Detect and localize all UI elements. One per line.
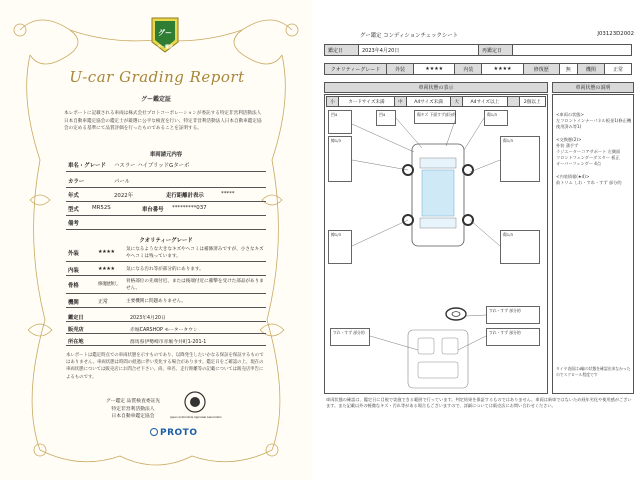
grade-desc: 骨格部位の先端付近、または後端付近に衝撃を受けた部品がありません。 (126, 279, 264, 291)
description-line: ラジエーターコアサポート 左側面 (556, 149, 621, 155)
scale-value: A4サイズ以上 (463, 97, 507, 107)
remarks-label: 備考 (68, 221, 79, 227)
address-row (66, 336, 266, 346)
grade-row-engine (66, 294, 266, 308)
model-row (66, 156, 266, 172)
grade-label: 外装 (68, 251, 79, 257)
proto-wordmark: PROTO (160, 428, 198, 438)
remarks-row (66, 214, 266, 230)
description-line: 前トリム しわ・すれ・すず 部分的 (556, 179, 622, 185)
damage-callout: 凹4 (328, 110, 352, 134)
damage-callout: すれ・すず 部分的 (486, 306, 540, 324)
grade-desc: 主要機関に問題ありません。 (126, 299, 186, 304)
scale-value: カードサイズ未満 (339, 97, 395, 107)
model-value: ハスラー ハイブリッドGターボ (114, 163, 190, 169)
grade-desc: 気になるような大きなキズやヘコミは補修済みですが、小さなキズやヘコミは残っています。 (126, 247, 264, 259)
description-line: <内装情報(★4)> (556, 173, 590, 179)
address-value: 群馬県伊勢崎市赤堀今井町1-201-1 (130, 340, 207, 345)
year-label: 年式 (68, 193, 79, 199)
damage-callout: 傷1/3 (500, 136, 540, 182)
shop-row (66, 324, 266, 334)
grade-row-exterior (66, 244, 266, 262)
sheet-quality-label: クオリティーグレード (325, 64, 387, 75)
shop-label: 販売店 (68, 327, 84, 333)
damage-callout: 擦1/3 (328, 136, 352, 182)
damage-callout: 傷1/3 (500, 230, 540, 264)
quality-item-label: 内装 (455, 64, 482, 75)
quality-item-label: 修復歴 (523, 64, 559, 75)
description-line: <交換歴(2)> (556, 136, 582, 142)
sheet-title: グー鑑定 コンディションチェックシート (360, 33, 459, 39)
damage-callout: 擦1/3 (328, 230, 352, 264)
issuer-line: グー鑑定 品質検査委託先 (105, 399, 161, 404)
description-line: オーバーフェンダー 4点 (556, 161, 602, 167)
grade-row-interior (66, 262, 266, 276)
sheet-footer-note: 車両状態の確認は、鑑定日に目視で実施できる範囲で行っています。判定結果を保証するものではありません。車両は新車ではないため経年劣化や使用感がございます。また記載以外の軽微なキズ・汚れ等がある場合もございますので、詳細については販売店にお問い合わせください。 (326, 397, 632, 409)
grade-label: 骨格 (68, 283, 79, 289)
quality-item-value: 無 (559, 64, 577, 75)
color-label: カラー (68, 179, 85, 185)
chassis-value: *********037 (172, 205, 207, 211)
description-line: <車両の状態> (556, 112, 584, 117)
quality-item-value: ★★★★ (414, 64, 455, 75)
vehicle-section-heading: 車両請元内容 (149, 152, 183, 158)
certificate-title: U-car Grading Report (69, 68, 245, 86)
description-line: 外装 蒲手ず (556, 142, 579, 148)
type-value: MR52S (92, 205, 111, 211)
appraisal-date-label: 鑑定日 (68, 315, 84, 321)
svg-text:グー: グー (158, 29, 172, 37)
proto-mark-icon (150, 428, 158, 436)
shop-value: 赤堀CARSHOP モータータウン (130, 328, 198, 333)
scale-value: 2個以上 (519, 97, 545, 107)
quality-item-label: 外装 (387, 64, 414, 75)
model-label: 車名・グレード (68, 163, 106, 169)
description-note: タイヤ表面は4輪の状態を確認出来なかったのでスクロール程度です (556, 366, 631, 377)
issuer-line: 特定非営利活動法人 (111, 406, 155, 412)
color-value: パール (114, 179, 131, 185)
damage-callout: 傷1/3 (484, 110, 508, 126)
damage-callout: すれ・すず 部分的 (330, 328, 370, 346)
description-line: フロントフェンダーダスター 板正 (556, 155, 620, 161)
year-value: 2022年 (114, 193, 134, 199)
grade-stars: ★★★★ (98, 249, 115, 255)
jaaa-logo-icon (183, 390, 207, 414)
appraisal-certificate (0, 0, 312, 480)
badge-text: グー鑑定 (157, 44, 173, 49)
issuer-block (88, 398, 178, 421)
scale-label: 小 (327, 97, 339, 107)
appraisal-date-value: 2023年4月20日 (130, 316, 166, 321)
type-label: 型式 (68, 207, 79, 213)
issuer-line: 日本自動車鑑定協会 (111, 414, 155, 420)
mileage-value: ***** (221, 191, 235, 197)
scale-label: 大 (451, 97, 463, 107)
scale-value: A4サイズ未満 (406, 97, 450, 107)
proto-logo (150, 428, 197, 438)
quality-section-heading: クオリティーグレード (139, 238, 193, 244)
condition-check-sheet (318, 0, 640, 480)
jaaa-caption: Japan Automobile Appraisal Association (170, 416, 222, 419)
appraisal-date-row (66, 312, 266, 322)
damage-callout: すれ・すず 部分的 (486, 328, 540, 346)
quality-item-label: 機関 (577, 64, 604, 75)
grade-stars: 正常 (98, 299, 108, 305)
mileage-label: 走行距離計表示 (166, 193, 204, 199)
diagram-heading: 車両状態の表示 (324, 82, 548, 93)
grade-label: 機関 (68, 300, 79, 306)
certificate-subtitle: グー鑑定証 (140, 96, 171, 103)
quality-item-value: 正常 (604, 64, 631, 75)
grade-desc: 気になる汚れ等が部分的にあります。 (126, 267, 204, 272)
sheet-date-label: 鑑定日 (325, 45, 359, 56)
grade-row-frame (66, 276, 266, 294)
certificate-intro: 本レポートに記載される車両は株式会社プロトコーポレーションが委託する特定非営利活動法人日本自動車鑑定協会の鑑定士が厳選に公平な検査を行い、特定非営利活動法人日本自動車鑑定協会の定める基準にて品質評価を行ったものであることを証明する。 (64, 111, 262, 132)
description-line: 左フロントインナーパネル板金1(修正機使用済み等1) (556, 118, 632, 130)
grade-stars: ★★★★ (98, 266, 115, 272)
address-label: 所在地 (68, 339, 84, 345)
disclaimer-note: 本レポートは鑑定時点での車両状態を示すものであり、以降発生したいかなる保証を保証するものではありません。車両状態は時間の経過に伴い変化する場合があります。鑑定日をご確認の上、現在の車両状態については販売店にお問合せ下さい。尚、車名、走行距離等の記載については販売店申告によるものです。 (66, 353, 264, 380)
sheet-id: J03123D2002 (597, 31, 634, 37)
description-heading: 車両状態の説明 (552, 82, 634, 93)
grade-stars: 修復歴無し (98, 282, 119, 287)
reappraisal-label: 再鑑定日 (479, 45, 513, 56)
damage-callout: 傷キズ 下面すず部分的 (414, 110, 456, 124)
callout-leader-lines (318, 0, 558, 400)
grade-label: 内装 (68, 268, 79, 274)
damage-callout: 凹4 (376, 110, 396, 126)
description-text (556, 112, 634, 186)
chassis-label: 車台番号 (142, 207, 164, 213)
sheet-date-value: 2023年4月20日 (359, 45, 479, 56)
scale-label: 中 (394, 97, 406, 107)
quality-item-value: ★★★★ (482, 64, 523, 75)
